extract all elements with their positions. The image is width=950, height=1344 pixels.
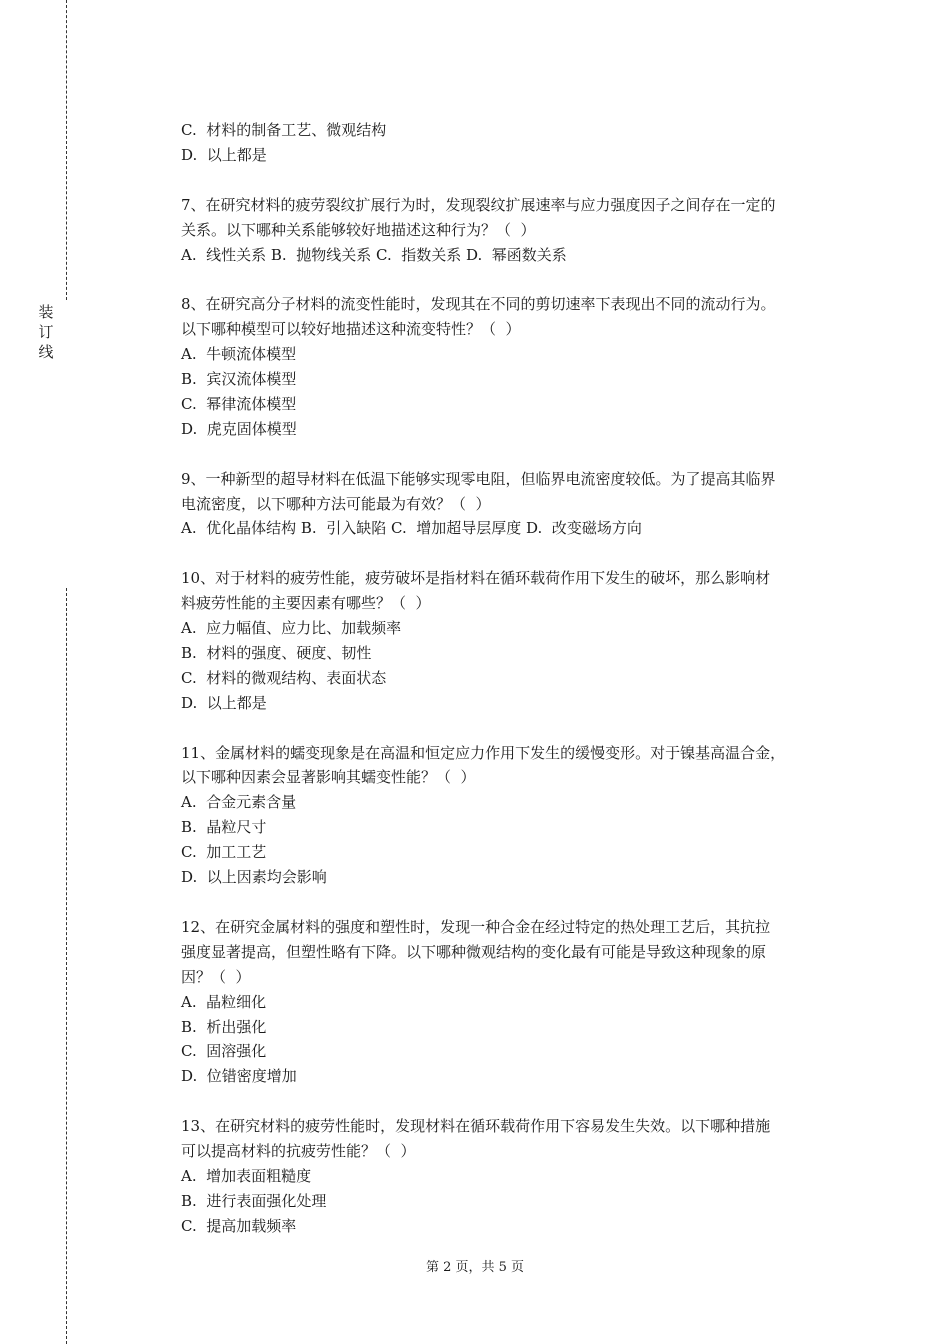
question-stem-line: 关系。以下哪种关系能够较好地描述这种行为？（ ） xyxy=(181,220,536,239)
question-list xyxy=(181,118,843,1239)
answer-option: C. 幂律流体模型 xyxy=(181,394,297,413)
answer-option: C. 材料的微观结构、表面状态 xyxy=(181,668,387,687)
block-gap xyxy=(181,541,843,566)
binding-label: 装订线 xyxy=(38,303,54,361)
answer-option: C. 提高加载频率 xyxy=(181,1216,297,1235)
answer-option: D. 以上因素均会影响 xyxy=(181,868,327,887)
answer-option: B. 进行表面强化处理 xyxy=(181,1191,327,1210)
question-stem-line: 料疲劳性能的主要因素有哪些？（ ） xyxy=(181,594,431,613)
page-footer: 第 2 页，共 5 页 xyxy=(425,1260,525,1275)
answer-option: B. 宾汉流体模型 xyxy=(181,370,297,389)
question-stem-line: 电流密度，以下哪种方法可能最为有效？（ ） xyxy=(181,494,491,513)
question-stem-line: 以下哪种因素会显著影响其蠕变性能？（ ） xyxy=(181,768,476,787)
question-block xyxy=(181,467,843,542)
question-stem-line: 9、一种新型的超导材料在低温下能够实现零电阻，但临界电流密度较低。为了提高其临界 xyxy=(181,469,776,488)
answer-option: A. 应力幅值、应力比、加载频率 xyxy=(181,619,402,638)
question-stem-line: 8、在研究高分子材料的流变性能时，发现其在不同的剪切速率下表现出不同的流动行为。 xyxy=(181,295,776,314)
answer-option: A. 线性关系 B. 抛物线关系 C. 指数关系 D. 幂函数关系 xyxy=(181,245,567,264)
answer-option: C. 加工工艺 xyxy=(181,843,267,862)
answer-option: D. 虎克固体模型 xyxy=(181,419,297,438)
answer-option: A. 合金元素含量 xyxy=(181,793,297,812)
block-gap xyxy=(181,890,843,915)
block-gap xyxy=(181,442,843,467)
answer-option: A. 牛顿流体模型 xyxy=(181,345,297,364)
block-gap xyxy=(181,716,843,741)
question-stem-line: 因？（ ） xyxy=(181,967,251,986)
question-block xyxy=(181,118,843,168)
question-block xyxy=(181,915,843,1089)
question-block xyxy=(181,741,843,890)
question-stem-line: 11、金属材料的蠕变现象是在高温和恒定应力作用下发生的缓慢变形。对于镍基高温合金， xyxy=(181,743,786,762)
answer-option: B. 晶粒尺寸 xyxy=(181,818,267,837)
block-gap xyxy=(181,267,843,292)
binding-dashed-line-top xyxy=(66,0,67,300)
question-stem-line: 13、在研究材料的疲劳性能时，发现材料在循环载荷作用下容易发生失效。以下哪种措施 xyxy=(181,1117,771,1136)
block-gap xyxy=(181,168,843,193)
question-stem-line: 12、在研究金属材料的强度和塑性时，发现一种合金在经过特定的热处理工艺后，其抗拉 xyxy=(181,917,771,936)
question-block xyxy=(181,193,843,268)
answer-option: C. 材料的制备工艺、微观结构 xyxy=(181,121,387,139)
binding-dashed-line-bottom xyxy=(66,588,67,1344)
answer-option: B. 析出强化 xyxy=(181,1017,267,1036)
answer-option: A. 增加表面粗糙度 xyxy=(181,1166,312,1185)
answer-option: D. 以上都是 xyxy=(181,145,267,164)
question-stem-line: 10、对于材料的疲劳性能，疲劳破坏是指材料在循环载荷作用下发生的破坏，那么影响材 xyxy=(181,569,771,588)
answer-option: D. 以上都是 xyxy=(181,693,267,712)
answer-option: D. 位错密度增加 xyxy=(181,1067,297,1086)
question-block xyxy=(181,292,843,441)
answer-option: C. 固溶强化 xyxy=(181,1042,267,1061)
question-block xyxy=(181,566,843,715)
question-block xyxy=(181,1114,843,1239)
question-stem-line: 强度显著提高，但塑性略有下降。以下哪种微观结构的变化最有可能是导致这种现象的原 xyxy=(181,942,767,961)
answer-option: B. 材料的强度、硬度、韧性 xyxy=(181,643,372,662)
question-stem-line: 可以提高材料的抗疲劳性能？（ ） xyxy=(181,1142,416,1161)
question-stem-line: 以下哪种模型可以较好地描述这种流变特性？（ ） xyxy=(181,320,521,339)
answer-option: A. 晶粒细化 xyxy=(181,992,267,1011)
block-gap xyxy=(181,1089,843,1114)
answer-option: A. 优化晶体结构 B. 引入缺陷 C. 增加超导层厚度 D. 改变磁场方向 xyxy=(181,519,642,538)
question-stem-line: 7、在研究材料的疲劳裂纹扩展行为时，发现裂纹扩展速率与应力强度因子之间存在一定的 xyxy=(181,195,776,214)
